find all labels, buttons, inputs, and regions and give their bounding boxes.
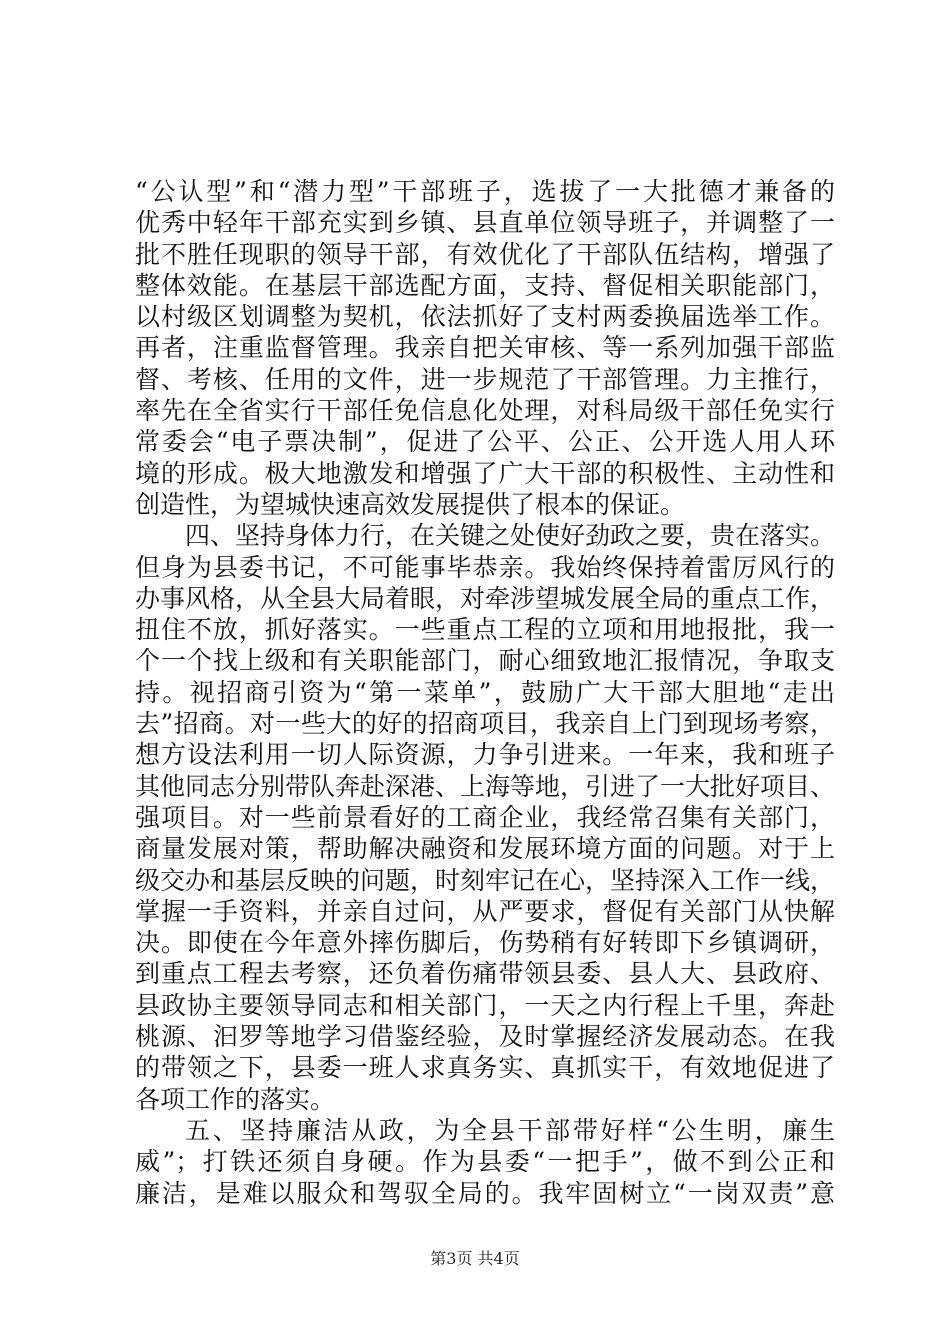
text-line: 强项目。对一些前景看好的工商企业，我经常召集有关部门， (135, 802, 835, 832)
text-line: 五、坚持廉洁从政，为全县干部带好样“公生明，廉生 (185, 1115, 835, 1145)
text-line: 批不胜任现职的领导干部，有效优化了干部队伍结构，增强了 (135, 239, 835, 269)
text-line: 创造性，为望城快速高效发展提供了根本的保证。 (135, 489, 686, 519)
text-line: 县政协主要领导同志和相关部门，一天之内行程上千里，奔赴 (135, 990, 835, 1020)
text-line: 去”招商。对一些大的好的招商项目，我亲自上门到现场考察， (135, 709, 835, 739)
text-line: 想方设法利用一切人际资源，力争引进来。一年来，我和班子 (135, 740, 835, 770)
text-line: 再者，注重监督管理。我亲自把关审核、等一系列加强干部监 (135, 333, 835, 363)
body-text (135, 176, 835, 1209)
text-line: 办事风格，从全县大局着眼，对牵涉望城发展全局的重点工作， (135, 583, 836, 613)
text-line: 以村级区划调整为契机，依法抓好了支村两委换届选举工作。 (135, 302, 835, 332)
text-line: 威”；打铁还须自身硬。作为县委“一把手”，做不到公正和 (135, 1147, 835, 1177)
text-line: 的带领之下，县委一班人求真务实、真抓实干，有效地促进了 (135, 1053, 835, 1083)
text-line: 但身为县委书记，不可能事毕恭亲。我始终保持着雷厉风行的 (135, 552, 835, 582)
text-line: 决。即使在今年意外摔伤脚后，伤势稍有好转即下乡镇调研， (135, 928, 835, 958)
text-line: 个一个找上级和有关职能部门，耐心细致地汇报情况，争取支 (135, 646, 835, 676)
text-line: 四、坚持身体力行，在关键之处使好劲政之要，贵在落实。 (185, 521, 836, 551)
text-line: 桃源、汩罗等地学习借鉴经验，及时掌握经济发展动态。在我 (135, 1022, 835, 1052)
text-line: 整体效能。在基层干部选配方面，支持、督促相关职能部门， (135, 270, 835, 300)
text-line: 持。视招商引资为“第一菜单”，鼓励广大干部大胆地“走出 (135, 677, 835, 707)
text-line: “公认型”和“潜力型”干部班子，选拔了一大批德才兼备的 (135, 177, 835, 206)
text-line: 境的形成。极大地激发和增强了广大干部的积极性、主动性和 (135, 458, 835, 488)
page-footer: 第3页 共4页 (430, 1249, 520, 1268)
text-line: 率先在全省实行干部任免信息化处理，对科局级干部任免实行 (135, 396, 835, 426)
text-line: 常委会“电子票决制”，促进了公平、公正、公开选人用人环 (135, 427, 835, 457)
text-line: 优秀中轻年干部充实到乡镇、县直单位领导班子，并调整了一 (135, 208, 835, 238)
text-line: 商量发展对策，帮助解决融资和发展环境方面的问题。对于上 (135, 834, 835, 864)
text-line: 级交办和基层反映的问题，时刻牢记在心，坚持深入工作一线， (135, 865, 836, 895)
text-line: 到重点工程去考察，还负着伤痛带领县委、县人大、县政府、 (135, 959, 835, 989)
text-line: 扭住不放，抓好落实。一些重点工程的立项和用地报批，我一 (135, 615, 835, 645)
text-line: 廉洁，是难以服众和驾驭全局的。我牢固树立“一岗双责”意 (135, 1178, 835, 1208)
text-line: 各项工作的落实。 (135, 1084, 336, 1114)
text-line: 掌握一手资料，并亲自过问，从严要求，督促有关部门从快解 (135, 896, 835, 926)
text-line: 其他同志分别带队奔赴深港、上海等地，引进了一大批好项目、 (135, 771, 836, 801)
text-line: 督、考核、任用的文件，进一步规范了干部管理。力主推行， (135, 364, 835, 394)
